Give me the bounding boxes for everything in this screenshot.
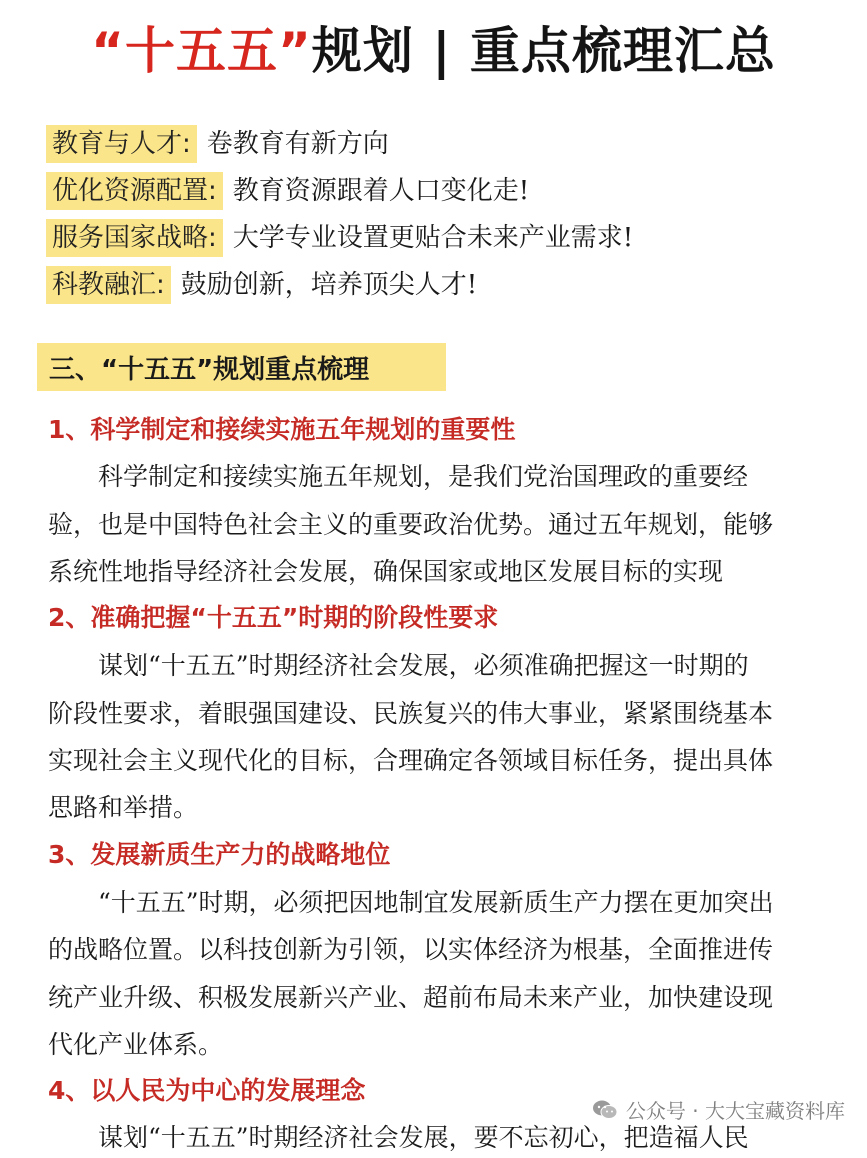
item-text-line: 代化产业体系。 — [48, 1030, 224, 1059]
highlight-value: 教育资源跟着人口变化走! — [232, 176, 530, 206]
item-text-line: 实现社会主义现代化的目标，合理确定各领域目标任务，提出具体 — [48, 746, 774, 775]
watermark-text: 公众号 · 大大宝藏资料库 — [625, 1099, 845, 1123]
item-heading: 4、以人民为中心的发展理念 — [48, 1076, 366, 1105]
item-heading: 2、准确把握“十五五”时期的阶段性要求 — [48, 603, 499, 632]
highlight-key: 服务国家战略: — [46, 219, 223, 257]
highlight-value: 卷教育有新方向 — [206, 129, 389, 159]
page-title — [0, 12, 867, 90]
title-quote: “十五五” — [91, 22, 312, 80]
highlight-value: 鼓励创新，培养顶尖人才! — [180, 270, 478, 300]
highlight-key: 优化资源配置: — [46, 172, 223, 210]
item-text-line: 的战略位置。以科技创新为引领，以实体经济为根基，全面推进传 — [48, 935, 774, 964]
item-heading: 3、发展新质生产力的战略地位 — [48, 840, 391, 869]
item-text-line: 谋划“十五五”时期经济社会发展，必须准确把握这一时期的 — [98, 651, 749, 680]
item-text-line: 统产业升级、积极发展新兴产业、超前布局未来产业，加快建设现 — [48, 983, 774, 1012]
item-heading: 1、科学制定和接续实施五年规划的重要性 — [48, 415, 516, 444]
highlight-row — [46, 218, 633, 258]
highlight-row — [46, 171, 529, 211]
highlight-row — [46, 265, 477, 305]
item-text-line: 思路和举措。 — [48, 793, 199, 822]
item-text-line: 阶段性要求，着眼强国建设、民族复兴的伟大事业，紧紧围绕基本 — [48, 699, 774, 728]
item-text-line: 系统性地指导经济社会发展，确保国家或地区发展目标的实现 — [48, 557, 724, 586]
highlight-value: 大学专业设置更贴合未来产业需求! — [232, 223, 634, 253]
item-text-line: “十五五”时期，必须把因地制宜发展新质生产力摆在更加突出 — [98, 888, 774, 917]
watermark — [592, 1095, 845, 1124]
section-title: 三、“十五五”规划重点梳理 — [37, 343, 446, 391]
item-text-line: 谋划“十五五”时期经济社会发展，要不忘初心，把造福人民 — [98, 1123, 749, 1152]
highlight-key: 科教融汇: — [46, 266, 171, 304]
highlight-key: 教育与人才: — [46, 125, 197, 163]
wechat-icon — [592, 1099, 618, 1121]
item-text-line: 科学制定和接续实施五年规划，是我们党治国理政的重要经 — [98, 462, 749, 491]
title-main: 规划 | 重点梳理汇总 — [311, 22, 776, 80]
item-text-line: 验，也是中国特色社会主义的重要政治优势。通过五年规划，能够 — [48, 510, 774, 539]
highlight-row — [46, 124, 389, 164]
